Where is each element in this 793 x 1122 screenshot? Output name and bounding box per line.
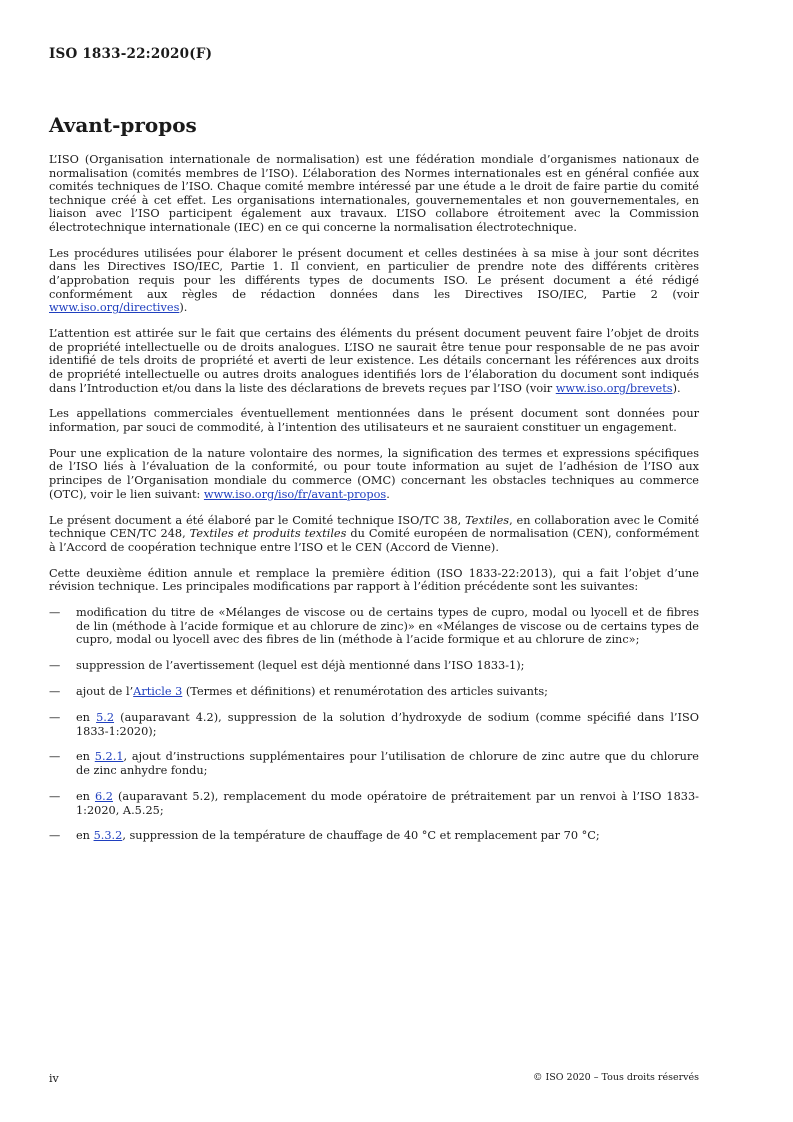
paragraph-committee	[49, 514, 699, 555]
list-item	[49, 790, 699, 817]
dash-bullet: —	[49, 685, 61, 699]
list-item	[49, 711, 699, 738]
directives-link[interactable]: www.iso.org/directives	[49, 301, 180, 315]
paragraph-iso-intro: L’ISO (Organisation internationale de normalisation) est une fédération mondiale d’organismes nationaux de normalisation (comités membres de l’ISO). L’élaboration des Normes internationales est en général confiée aux comités techniques de l’ISO. Chaque comité membre intéressé par une étude a le droit de faire partie du comité technique créé à cet effet. Les organisations internationales, gouvernementales et non gouvernementales, en liaison avec l’ISO participent également aux travaux. L’ISO collabore étroitement avec la Commission électrotechnique internationale (IEC) en ce qui concerne la normalisation électrotechnique.	[49, 153, 699, 234]
dash-bullet: —	[49, 750, 61, 764]
section-5-3-2-link[interactable]: 5.3.2	[93, 829, 123, 843]
section-6-2-link[interactable]: 6.2	[94, 789, 113, 803]
list-item-text: ajout de l’	[76, 685, 134, 699]
paragraph-text: du Comité européen de normalisation (CEN), conformément à l’Accord de coopération technique entre l’ISO et le CEN (Accord de Vienne).	[49, 527, 699, 554]
paragraph-text: ).	[672, 381, 681, 395]
paragraph-voluntary-nature	[49, 447, 699, 501]
paragraph-text: Les procédures utilisées pour élaborer le présent document et celles destinées à sa mise à jour sont décrites dans les Directives ISO/IEC, Partie 1. Il convient, en particulier de prendre note des différents critères d’approbation requis pour les différents types de documents ISO. Le présent document a été rédigé conformément aux règles de rédaction données dans les Directives ISO/IEC, Partie 2 (voir	[49, 246, 699, 301]
list-item-text: suppression de l’avertissement (lequel est déjà mentionné dans l’ISO 1833-1);	[76, 659, 525, 673]
list-item	[49, 685, 699, 699]
page-number: iv	[49, 1072, 59, 1085]
list-item	[49, 659, 699, 673]
list-item-text: en	[76, 750, 95, 764]
dash-bullet: —	[49, 659, 61, 673]
document-id: ISO 1833-22:2020(F)	[49, 46, 213, 62]
paragraph-text: .	[386, 487, 390, 501]
article-3-link[interactable]: Article 3	[133, 685, 183, 699]
section-5-2-link[interactable]: 5.2	[96, 710, 115, 724]
list-item	[49, 829, 699, 843]
copyright-notice: © ISO 2020 – Tous droits réservés	[532, 1072, 699, 1083]
list-item-text: en	[76, 710, 97, 724]
list-item-text: , suppression de la température de chauffage de 40 °C et remplacement par 70 °C;	[122, 829, 600, 843]
list-item-text: en	[76, 789, 95, 803]
dash-bullet: —	[49, 606, 61, 620]
paragraph-text: , en collaboration avec le Comité technique CEN/TC 248,	[49, 513, 699, 541]
dash-bullet: —	[49, 789, 61, 803]
page-title: Avant-propos	[49, 113, 197, 137]
dash-bullet: —	[49, 829, 61, 843]
italic-textiles: Textiles	[465, 513, 510, 527]
paragraph-text: Le présent document a été élaboré par le Comité technique ISO/TC 38,	[49, 513, 466, 527]
dash-bullet: —	[49, 710, 61, 724]
paragraph-text: L’attention est attirée sur le fait que certains des éléments du présent document peuvent faire l’objet de droits de propriété intellectuelle ou de droits analogues. L’ISO ne saurait être tenue pour responsable de ne pas avoir identifié de tels droits de propriété et averti de leur existence. Les détails concernant les références aux droits de propriété intellectuelle ou autres droits analogues identifiés lors de l’élaboration du document sont indiqués dans l’Introduction et/ou dans la liste des déclarations de brevets reçues par l’ISO (voir	[49, 327, 699, 395]
list-item-text: (auparavant 4.2), suppression de la solution d’hydroxyde de sodium (comme spécifié dans l’ISO 1833-1:2020);	[76, 710, 699, 738]
changes-list	[49, 606, 699, 843]
list-item	[49, 606, 699, 647]
list-item-text: modification du titre de «Mélanges de viscose ou de certains types de cupro, modal ou lyocell et de fibres de lin (méthode à l’acide formique et au chlorure de zinc)» en «Mélanges de viscose ou de certains types de cupro, modal ou lyocell avec des fibres de lin (méthode à l’acide formique et au chlorure de zinc»;	[76, 606, 699, 647]
list-item-text: (Termes et définitions) et renumérotation des articles suivants;	[182, 685, 548, 699]
paragraph-procedures	[49, 247, 699, 315]
avant-propos-link[interactable]: www.iso.org/iso/fr/avant-propos	[203, 487, 387, 501]
section-5-2-1-link[interactable]: 5.2.1	[94, 750, 124, 764]
list-item	[49, 750, 699, 777]
paragraph-text: ).	[179, 301, 188, 315]
list-item-text: en	[76, 829, 94, 843]
brevets-link[interactable]: www.iso.org/brevets	[555, 381, 673, 395]
paragraph-patents	[49, 327, 699, 395]
list-item-text: (auparavant 5.2), remplacement du mode opératoire de prétraitement par un renvoi à l’ISO 1833-1:2020, A.5.25;	[76, 789, 699, 817]
italic-textiles-produits: Textiles et produits textiles	[189, 527, 347, 541]
list-item-text: , ajout d’instructions supplémentaires pour l’utilisation de chlorure de zinc autre que du chlorure de zinc anhydre fondu;	[76, 750, 699, 778]
document-body	[49, 153, 699, 855]
paragraph-text: Pour une explication de la nature volontaire des normes, la signification des termes et expressions spécifiques de l’ISO liés à l’évaluation de la conformité, ou pour toute information au sujet de l’adhésion de l’ISO aux principes de l’Organisation mondiale du commerce (OMC) concernant les obstacles techniques au commerce (OTC), voir le lien suivant:	[49, 446, 699, 501]
paragraph-edition: Cette deuxième édition annule et remplace la première édition (ISO 1833-22:2013), qui a fait l’objet d’une révision technique. Les principales modifications par rapport à l’édition précédente sont les suivantes:	[49, 566, 699, 594]
paragraph-trade-names: Les appellations commerciales éventuellement mentionnées dans le présent document sont données pour information, par souci de commodité, à l’intention des utilisateurs et ne sauraient constituer un engagement.	[49, 407, 699, 434]
